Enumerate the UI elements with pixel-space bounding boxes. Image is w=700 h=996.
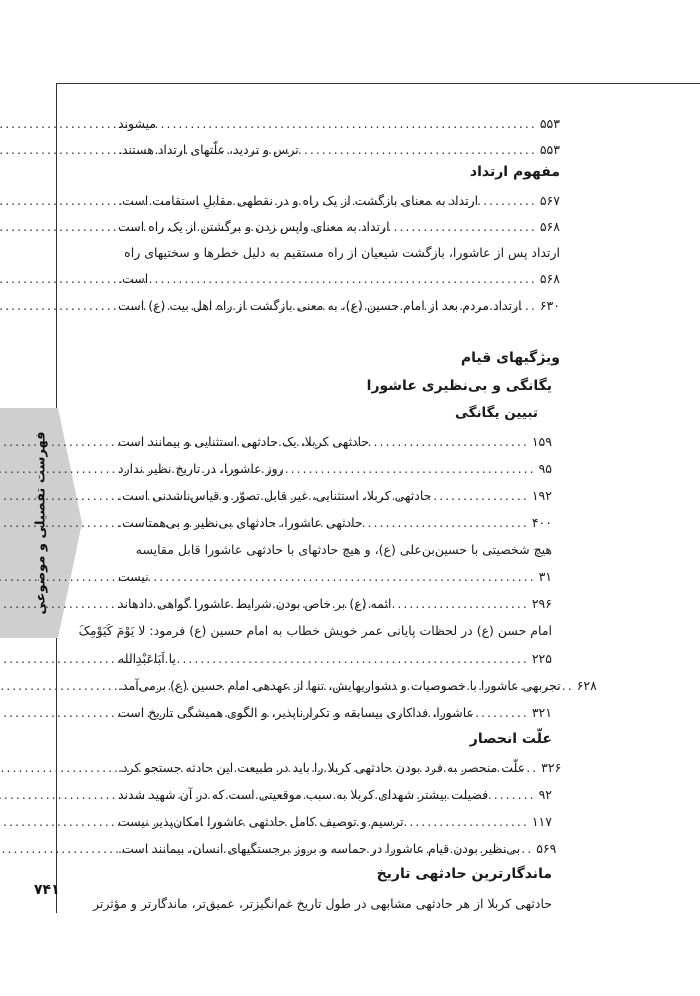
index-entry: حادثهی کربلا، یک حادثهی استثنایی و بیمانند است ..... ۱۵۹ [118,434,552,449]
index-entry: ارتداد به معنای بازگشت از یک راه و در نقطهی مقابلِ استقامت است. ..... ۵۶۷ [118,193,560,208]
frame-top-border [56,83,700,84]
subsection-heading: علّت انحصار [469,731,552,747]
section-heading: مفهوم ارتداد [469,164,560,180]
subsection-heading: تبیین یگانگی [454,405,538,421]
index-entry: تجربهی عاشورا با خصوصیات و دشواریهایش، تنها از عهدهی امام حسین (ع) برمی‌آمد. ..... ۶۲۸ [118,678,552,693]
index-entry: ترس و تردید، علّتهای ارتداد هستند. ..... ۵۵۳ [118,142,560,157]
index-entry: بی‌نظیر بودن قیام عاشورا در حماسه و بروز برجستگیهای انسان، بیمانند است. ..... ۵۶۹ [118,841,552,856]
index-entry: عاشورا، فداکاری بیسابقه و تکرارناپذیر، و الگوی همیشگی تاریخ است ..... ۳۲۱ [118,705,552,720]
index-entry: علّت منحصر به فرد بودن حادثهی کربلا را باید در طبیعت این حادثه جستجو کرد. ..... ۳۲۶ [118,760,552,775]
index-entry: ائمه (ع) بر خاص بودن شرایط عاشورا گواهی دادهاند ..... ۲۹۶ [118,596,552,611]
index-entry: ارتداد به معنای واپس زدن و برگشتن از یک راه است ..... ۵۶۸ [118,219,560,234]
index-entry-line: هیچ شخصیتی با حسین‌بن‌علی (ع)، و هیچ حادثهای با حادثهی عاشورا قابل مقایسه [135,542,552,557]
index-entry: فضیلت بیشتر شهدای کربلا به سبب موقعیتی است که در آن شهید شدند ..... ۹۲ [118,787,552,802]
index-entry-line: ارتداد پس از عاشورا، بازگشت شیعیان از راه مستقیم به دلیل خطرها و سختیهای راه [124,245,560,260]
index-entry: حادثهی عاشورا، حادثهای بی‌نظیر و بی‌همتاست. ..... ۴۰۰ [118,515,552,530]
index-entry: ترسیم و توصیف کامل حادثهی عاشورا امکان‌پذیر نیست ..... ۱۱۷ [118,814,552,829]
index-entry: روز عاشورا، در تاریخ نظیر ندارد ..... ۹۵ [118,461,552,476]
index-entry: است. ..... ۵۶۸ [118,271,560,286]
index-entry-line: امام حسن (ع) در لحظات پایانی عمر خویش خطاب به امام حسین (ع) فرمود: لا یَوْمَ کَیَوْمِکَ [78,623,552,638]
index-entry-line: حادثهی کربلا از هر حادثهی مشابهی در طول تاریخ غم‌انگیزتر، عمیق‌تر، ماندگارتر و مؤثرتر [93,896,552,911]
subsection-heading: یگانگی و بی‌نظیری عاشورا [366,378,552,394]
index-entry: ارتداد مردم بعد از امام حسین (ع)، به معنی بازگشت از راه اهل بیت (ع) است ..... ۶۳۰ [118,298,560,313]
subsection-heading: ماندگارترین حادثهی تاریخ [376,866,552,882]
page-number: ۷۴۱ [34,882,60,898]
side-tab-label: فهرست تفصیلی و موضوعی [33,431,49,615]
index-entry: یا اَبَاعَبْدِالله ..... ۲۲۵ [118,651,552,666]
index-entry: حادثهی کربلا، استثنایی، غیر قابل تصوّر و قیاس‌ناشدنی است. ..... ۱۹۲ [118,488,552,503]
section-heading: ویژگیهای قیام [460,350,560,366]
index-entry: میشوند ..... ۵۵۳ [118,116,560,131]
index-entry: نیست ..... ۳۱ [118,569,552,584]
